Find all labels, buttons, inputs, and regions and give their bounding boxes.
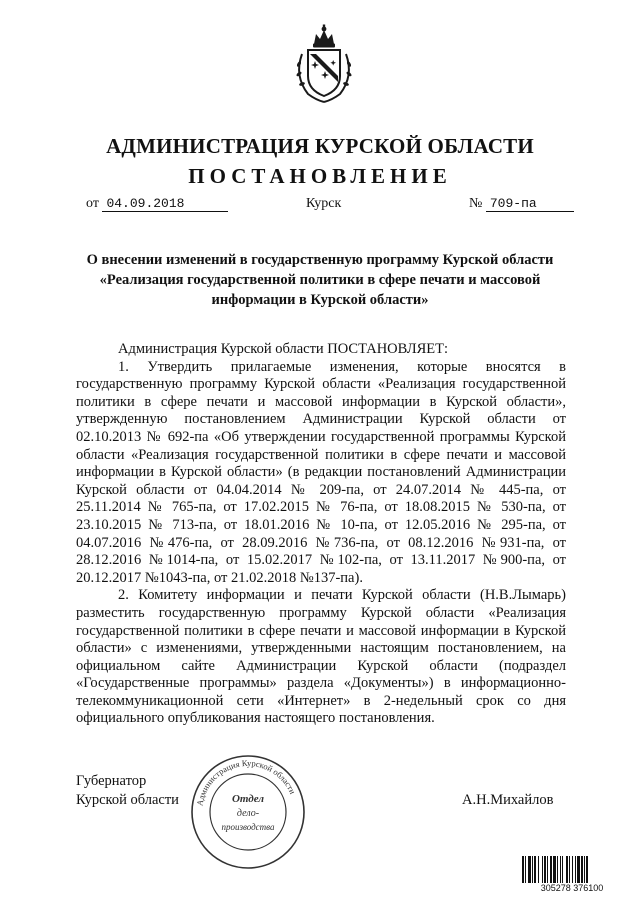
stamp-text-1: Отдел: [231, 793, 265, 805]
signatory-name: А.Н.Михайлов: [462, 792, 554, 808]
coat-of-arms-icon: [292, 24, 356, 106]
stamp-text-2: дело-: [236, 808, 260, 819]
signatory-title-line1: Губернатор: [76, 773, 147, 789]
document-type-title: ПОСТАНОВЛЕНИЕ: [188, 164, 452, 188]
signatory-title-line2: Курской области: [76, 792, 179, 808]
barcode-number: 305278 376100: [520, 883, 624, 893]
document-date: [86, 196, 228, 212]
stamp-text-3: производства: [221, 822, 275, 832]
office-stamp-icon: [188, 752, 308, 872]
signatory-title: [76, 772, 179, 810]
paragraph-1: 1. Утвердить прилагаемые изменения, которые вносятся в государственную программу Курской области «Реализация государственной политики в сфере печати и массовой информации в Курской области», утвержденную постановлением Администрации Курской области от 02.10.2013 № 692-па «Об утверждении государственной программы Курской области «Реализация государственной политики в сфере печати и массовой информации в Курской области» (в редакции постановлений Администрации Курской области от 04.04.2014 № 209-па, от 24.07.2014 № 445-па, от 25.11.2014 № 765-па, от 17.02.2015 № 76-па, от 18.08.2015 № 530-па, от 23.10.2015 № 713-па, от 18.01.2016 № 10-па, от 12.05.2016 № 295-па, от 04.07.2016 №476-па, от 28.09.2016 №736-па, от 08.12.2016 №931-па, от 28.12.2016 №1014-па, от 15.02.2017 №102-па, от 13.11.2017 №900-па, от 20.12.2017 №1043-па, от 21.02.2018 №137-па).: [76, 358, 566, 586]
date-value: 04.09.2018: [102, 196, 228, 212]
date-prefix: от: [86, 196, 99, 211]
stamp-ring-text: Администрация Курской области: [194, 757, 298, 807]
number-value: 709-па: [486, 196, 574, 212]
paragraph-2: 2. Комитету информации и печати Курской области (Н.В.Лымарь) разместить государственную программу Курской области «Реализация государственной политики в сфере печати и массовой информации в Курской области» с изменениями, утвержденными настоящим постановлением, на официальном сайте Администрации Курской области (подраздел «Государственные программы» раздела «Документы») в информационно-телекоммуникационной сети «Интернет» в 2-недельный срок со дня официального опубликования настоящего постановления.: [76, 587, 566, 727]
preamble: Администрация Курской области ПОСТАНОВЛЯЕТ:: [118, 341, 449, 357]
document-subject: О внесении изменений в государственную программу Курской области «Реализация государственной политики в сфере печати и массовой информации в Курской области»: [86, 252, 554, 308]
document-body: [76, 341, 566, 728]
organization-name: АДМИНИСТРАЦИЯ КУРСКОЙ ОБЛАСТИ: [106, 134, 534, 158]
document-number: [469, 196, 574, 212]
number-prefix: №: [469, 196, 483, 211]
document-city: Курск: [306, 196, 342, 211]
